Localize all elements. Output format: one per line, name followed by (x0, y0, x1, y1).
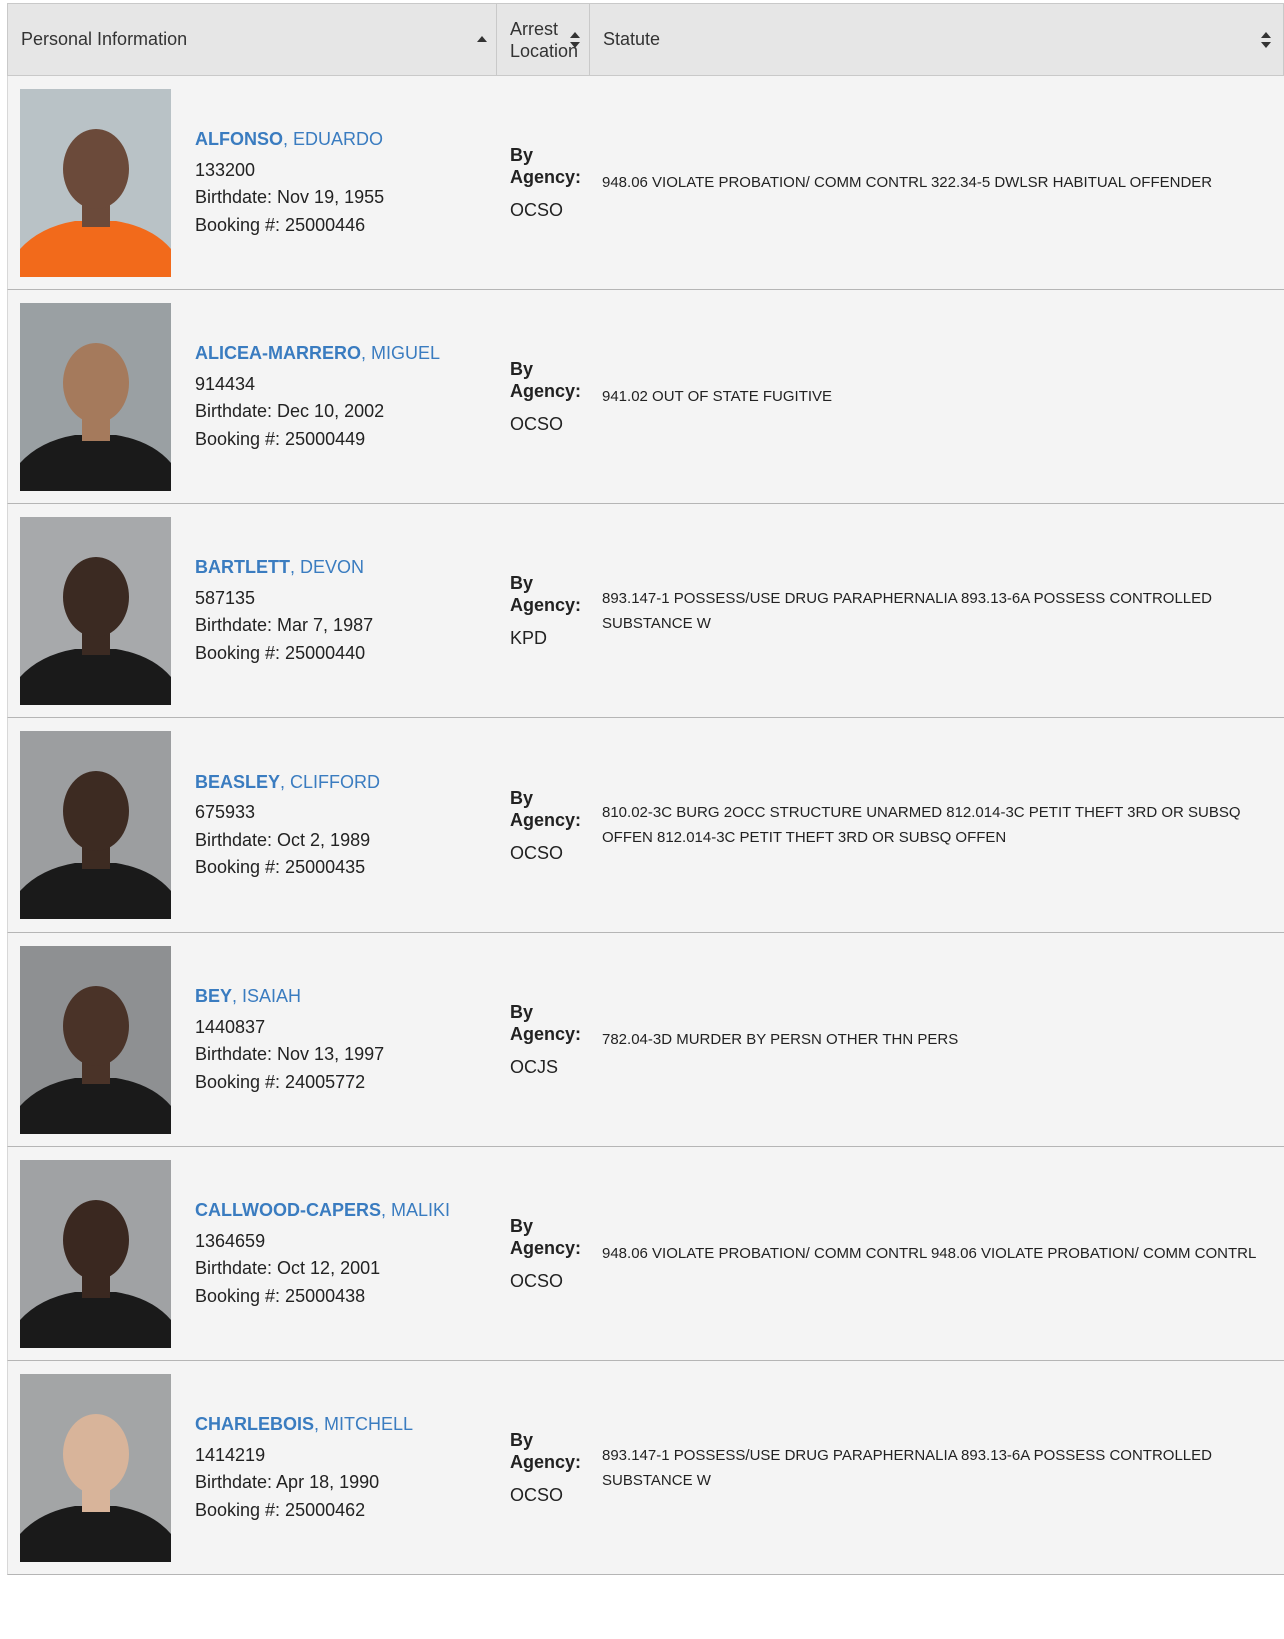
agency-label: By Agency: (510, 787, 582, 830)
inmate-name-link[interactable] (195, 340, 440, 368)
birthdate: Birthdate: Apr 18, 1990 (195, 1472, 380, 1492)
booking-table (7, 3, 1284, 1575)
agency-value: OCSO (510, 1485, 564, 1505)
person-details (195, 554, 373, 667)
agency-value: OCSO (510, 200, 564, 220)
table-header (7, 3, 1284, 76)
inmate-id: 587135 (195, 587, 256, 608)
mugshot-photo[interactable] (20, 731, 171, 919)
mugshot-image (20, 731, 171, 919)
person-details (195, 983, 384, 1096)
col-header-label: Arrest Location (510, 18, 579, 61)
statute-cell (590, 1147, 1284, 1360)
personal-info-cell (8, 1147, 497, 1360)
birthdate: Birthdate: Nov 19, 1955 (195, 187, 385, 207)
mugshot-photo[interactable] (20, 89, 171, 277)
table-row (7, 504, 1284, 718)
table-row (7, 76, 1284, 290)
mugshot-image (20, 1160, 171, 1348)
last-name: BEASLEY (195, 771, 281, 792)
table-row (7, 290, 1284, 504)
last-name: CALLWOOD-CAPERS (195, 1200, 381, 1220)
mugshot-photo[interactable] (20, 1160, 171, 1348)
sort-both-icon (1261, 32, 1271, 48)
col-header-arrest-location[interactable] (497, 4, 590, 75)
table-row (7, 718, 1284, 933)
birthdate: Birthdate: Mar 7, 1987 (195, 615, 374, 635)
col-header-label: Personal Information (21, 29, 188, 49)
last-name: BEY (195, 986, 233, 1006)
statute-cell (590, 290, 1284, 503)
birthdate: Birthdate: Dec 10, 2002 (195, 401, 385, 421)
person-details (195, 769, 380, 882)
last-name: ALICEA-MARRERO (195, 343, 361, 363)
first-name: , MITCHELL (314, 1414, 414, 1434)
booking-number: Booking #: 25000462 (195, 1499, 366, 1520)
birthdate: Birthdate: Oct 2, 1989 (195, 829, 371, 850)
arrest-location-cell (497, 290, 590, 503)
table-row (7, 1147, 1284, 1361)
statute-text: 893.147-1 POSSESS/USE DRUG PARAPHERNALIA 893.13-6A POSSESS CONTROLLED SUBSTANCE W (602, 1446, 1212, 1489)
inmate-id: 914434 (195, 373, 256, 394)
last-name: CHARLEBOIS (195, 1414, 315, 1434)
mugshot-image (20, 517, 171, 705)
arrest-location-cell (497, 933, 590, 1146)
agency-label: By Agency: (510, 1002, 582, 1044)
sort-asc-icon (477, 36, 487, 44)
mugshot-photo[interactable] (20, 517, 171, 705)
mugshot-image (20, 89, 171, 277)
last-name: ALFONSO (195, 129, 283, 149)
col-header-personal-information[interactable] (8, 4, 497, 75)
sort-both-icon (570, 32, 580, 48)
statute-text: 893.147-1 POSSESS/USE DRUG PARAPHERNALIA 893.13-6A POSSESS CONTROLLED SUBSTANCE W (602, 589, 1212, 632)
person-details (195, 126, 384, 239)
booking-number: Booking #: 25000440 (195, 642, 366, 663)
statute-cell (590, 76, 1284, 289)
booking-number: Booking #: 25000438 (195, 1285, 366, 1306)
first-name: , MALIKI (381, 1200, 451, 1220)
inmate-name-link[interactable] (195, 769, 380, 797)
table-row (7, 1361, 1284, 1575)
table-body (7, 76, 1284, 1575)
statute-text: 948.06 VIOLATE PROBATION/ COMM CONTRL 948.06 VIOLATE PROBATION/ COMM CONTRL (602, 1245, 1257, 1262)
booking-number: Booking #: 25000446 (195, 214, 366, 235)
personal-info-cell (8, 504, 497, 717)
agency-label: By Agency: (510, 145, 582, 187)
agency-label: By Agency: (510, 359, 582, 401)
agency-value: OCJS (510, 1057, 559, 1077)
agency-value: OCSO (510, 842, 564, 863)
mugshot-photo[interactable] (20, 303, 171, 491)
statute-text: 810.02-3C BURG 2OCC STRUCTURE UNARMED 812.014-3C PETIT THEFT 3RD OR SUBSQ OFFEN 812.014-3C PETIT THEFT 3RD OR SUBSQ OFFEN (602, 804, 1241, 846)
statute-text: 782.04-3D MURDER BY PERSN OTHER THN PERS (602, 1031, 959, 1048)
agency-label: By Agency: (510, 1216, 582, 1258)
mugshot-image (20, 303, 171, 491)
mugshot-image (20, 946, 171, 1134)
statute-cell (590, 718, 1284, 932)
personal-info-cell (8, 718, 497, 932)
arrest-location-cell (497, 1147, 590, 1360)
personal-info-cell (8, 933, 497, 1146)
inmate-name-link[interactable] (195, 126, 384, 154)
first-name: , DEVON (289, 557, 364, 577)
booking-number: Booking #: 24005772 (195, 1071, 366, 1092)
booking-number: Booking #: 25000449 (195, 428, 366, 449)
table-row (7, 933, 1284, 1147)
statute-text: 948.06 VIOLATE PROBATION/ COMM CONTRL 322.34-5 DWLSR HABITUAL OFFENDER (602, 174, 1213, 191)
arrest-location-cell (497, 76, 590, 289)
agency-label: By Agency: (510, 1430, 582, 1472)
first-name: , MIGUEL (361, 343, 441, 363)
last-name: BARTLETT (195, 557, 290, 577)
inmate-name-link[interactable] (195, 1197, 450, 1225)
col-header-statute[interactable] (590, 4, 1283, 75)
inmate-name-link[interactable] (195, 983, 384, 1011)
arrest-location-cell (497, 1361, 590, 1574)
inmate-id: 1414219 (195, 1444, 266, 1465)
mugshot-photo[interactable] (20, 1374, 171, 1562)
agency-value: OCSO (510, 1271, 564, 1291)
statute-cell (590, 504, 1284, 717)
person-details (195, 340, 440, 453)
mugshot-image (20, 1374, 171, 1562)
first-name: , CLIFFORD (280, 771, 381, 792)
person-details (195, 1411, 413, 1524)
booking-number: Booking #: 25000435 (195, 857, 366, 877)
personal-info-cell (8, 76, 497, 289)
personal-info-cell (8, 1361, 497, 1574)
col-header-label: Statute (603, 29, 661, 49)
arrest-location-cell (497, 718, 590, 932)
inmate-id: 1440837 (195, 1016, 266, 1037)
statute-cell (590, 1361, 1284, 1574)
mugshot-photo[interactable] (20, 946, 171, 1134)
inmate-name-link[interactable] (195, 1411, 413, 1439)
person-details (195, 1197, 450, 1310)
agency-value: OCSO (510, 414, 564, 434)
statute-cell (590, 933, 1284, 1146)
agency-label: By Agency: (510, 573, 582, 615)
birthdate: Birthdate: Nov 13, 1997 (195, 1044, 385, 1064)
first-name: , ISAIAH (232, 986, 302, 1006)
arrest-location-cell (497, 504, 590, 717)
personal-info-cell (8, 290, 497, 503)
birthdate: Birthdate: Oct 12, 2001 (195, 1258, 381, 1278)
inmate-id: 675933 (195, 802, 256, 822)
inmate-name-link[interactable] (195, 554, 373, 582)
inmate-id: 133200 (195, 159, 256, 180)
inmate-id: 1364659 (195, 1230, 266, 1251)
first-name: , EDUARDO (283, 129, 384, 149)
statute-text: 941.02 OUT OF STATE FUGITIVE (602, 388, 833, 405)
agency-value: KPD (510, 628, 548, 648)
